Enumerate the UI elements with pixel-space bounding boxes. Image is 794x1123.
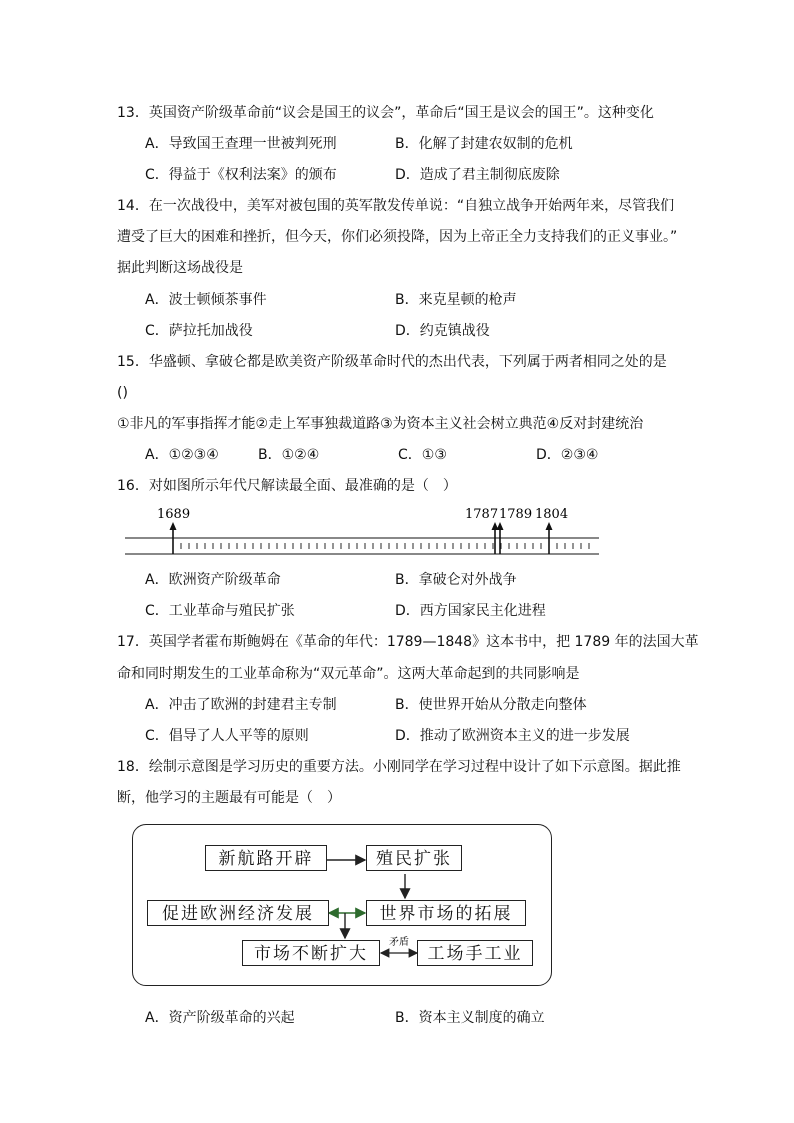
q15-option-b: B．①②④ [258,447,320,463]
q18-stem-line2: 断，他学习的主题最有可能是（ ） [117,790,341,806]
q17-option-a: A．冲击了欧洲的封建君主专制 [145,697,337,713]
timeline-label-1787: 1787 [465,507,499,522]
q18-flow-diagram [132,824,552,986]
timeline-ticks [173,543,589,549]
q15-stem-line1: 15．华盛顿、拿破仑都是欧美资产阶级革命时代的杰出代表，下列属于两者相同之处的是 [117,354,667,370]
box-colonial-expansion: 殖民扩张 [366,845,462,871]
q17-option-c: C．倡导了人人平等的原则 [145,728,309,744]
q14-stem-line3: 据此判断这场战役是 [117,260,243,276]
box-workshop-handicraft: 工场手工业 [417,940,533,966]
q16-stem: 16．对如图所示年代尺解读最全面、最准确的是（ ） [117,478,457,494]
q14-option-b: B．来克星顿的枪声 [395,292,517,308]
q15-option-a: A．①②③④ [145,447,219,463]
q15-items: ①非凡的军事指挥才能②走上军事独裁道路③为资本主义社会树立典范④反对封建统治 [117,416,644,432]
q17-stem-line1: 17．英国学者霍布斯鲍姆在《革命的年代：1789—1848》这本书中，把 1789 年的法国大革 [117,634,699,650]
q14-option-a: A．波士顿倾茶事件 [145,292,267,308]
q15-stem-line2: () [117,385,128,401]
box-europe-economy: 促进欧洲经济发展 [147,900,329,926]
q16-option-a: A．欧洲资产阶级革命 [145,572,281,588]
timeline-label-1804: 1804 [535,507,569,522]
q16-option-d: D．西方国家民主化进程 [395,603,546,619]
q18-stem-line1: 18．绘制示意图是学习历史的重要方法。小刚同学在学习过程中设计了如下示意图。据此推 [117,759,681,775]
q13-option-d: D．造成了君主制彻底废除 [395,167,560,183]
box-new-route: 新航路开辟 [205,845,327,871]
timeline-label-1789: 1789 [499,507,533,522]
q14-stem-line1: 14．在一次战役中，美军对被包围的英军散发传单说：“自独立战争开始两年来，尽管我们 [117,198,675,214]
box-market-expanding: 市场不断扩大 [242,940,380,966]
q13-option-c: C．得益于《权利法案》的颁布 [145,167,337,183]
q17-stem-line2: 命和同时期发生的工业革命称为“双元革命”。这两大革命起到的共同影响是 [117,666,580,682]
q18-option-a: A．资产阶级革命的兴起 [145,1010,295,1026]
q14-option-d: D．约克镇战役 [395,323,490,339]
q16-timeline [117,500,607,560]
q14-stem-line2: 遭受了巨大的困难和挫折，但今天，你们必须投降，因为上帝正全力支持我们的正义事业。” [117,229,678,245]
q13-stem: 13．英国资产阶级革命前“议会是国王的议会”，革命后“国王是议会的国王”。这种变化 [117,105,654,121]
box-world-market: 世界市场的拓展 [366,900,526,926]
q15-option-c: C．①③ [398,447,447,463]
q16-option-c: C．工业革命与殖民扩张 [145,603,295,619]
q14-option-c: C．萨拉托加战役 [145,323,253,339]
q17-option-b: B．使世界开始从分散走向整体 [395,697,587,713]
conflict-label: 矛盾 [389,937,409,948]
q17-option-d: D．推动了欧洲资本主义的进一步发展 [395,728,630,744]
q15-option-d: D．②③④ [536,447,599,463]
q13-option-a: A．导致国王查理一世被判死刑 [145,136,337,152]
timeline-label-1689: 1689 [157,507,191,522]
q16-option-b: B．拿破仑对外战争 [395,572,517,588]
q18-option-b: B．资本主义制度的确立 [395,1010,545,1026]
q13-option-b: B．化解了封建农奴制的危机 [395,136,573,152]
